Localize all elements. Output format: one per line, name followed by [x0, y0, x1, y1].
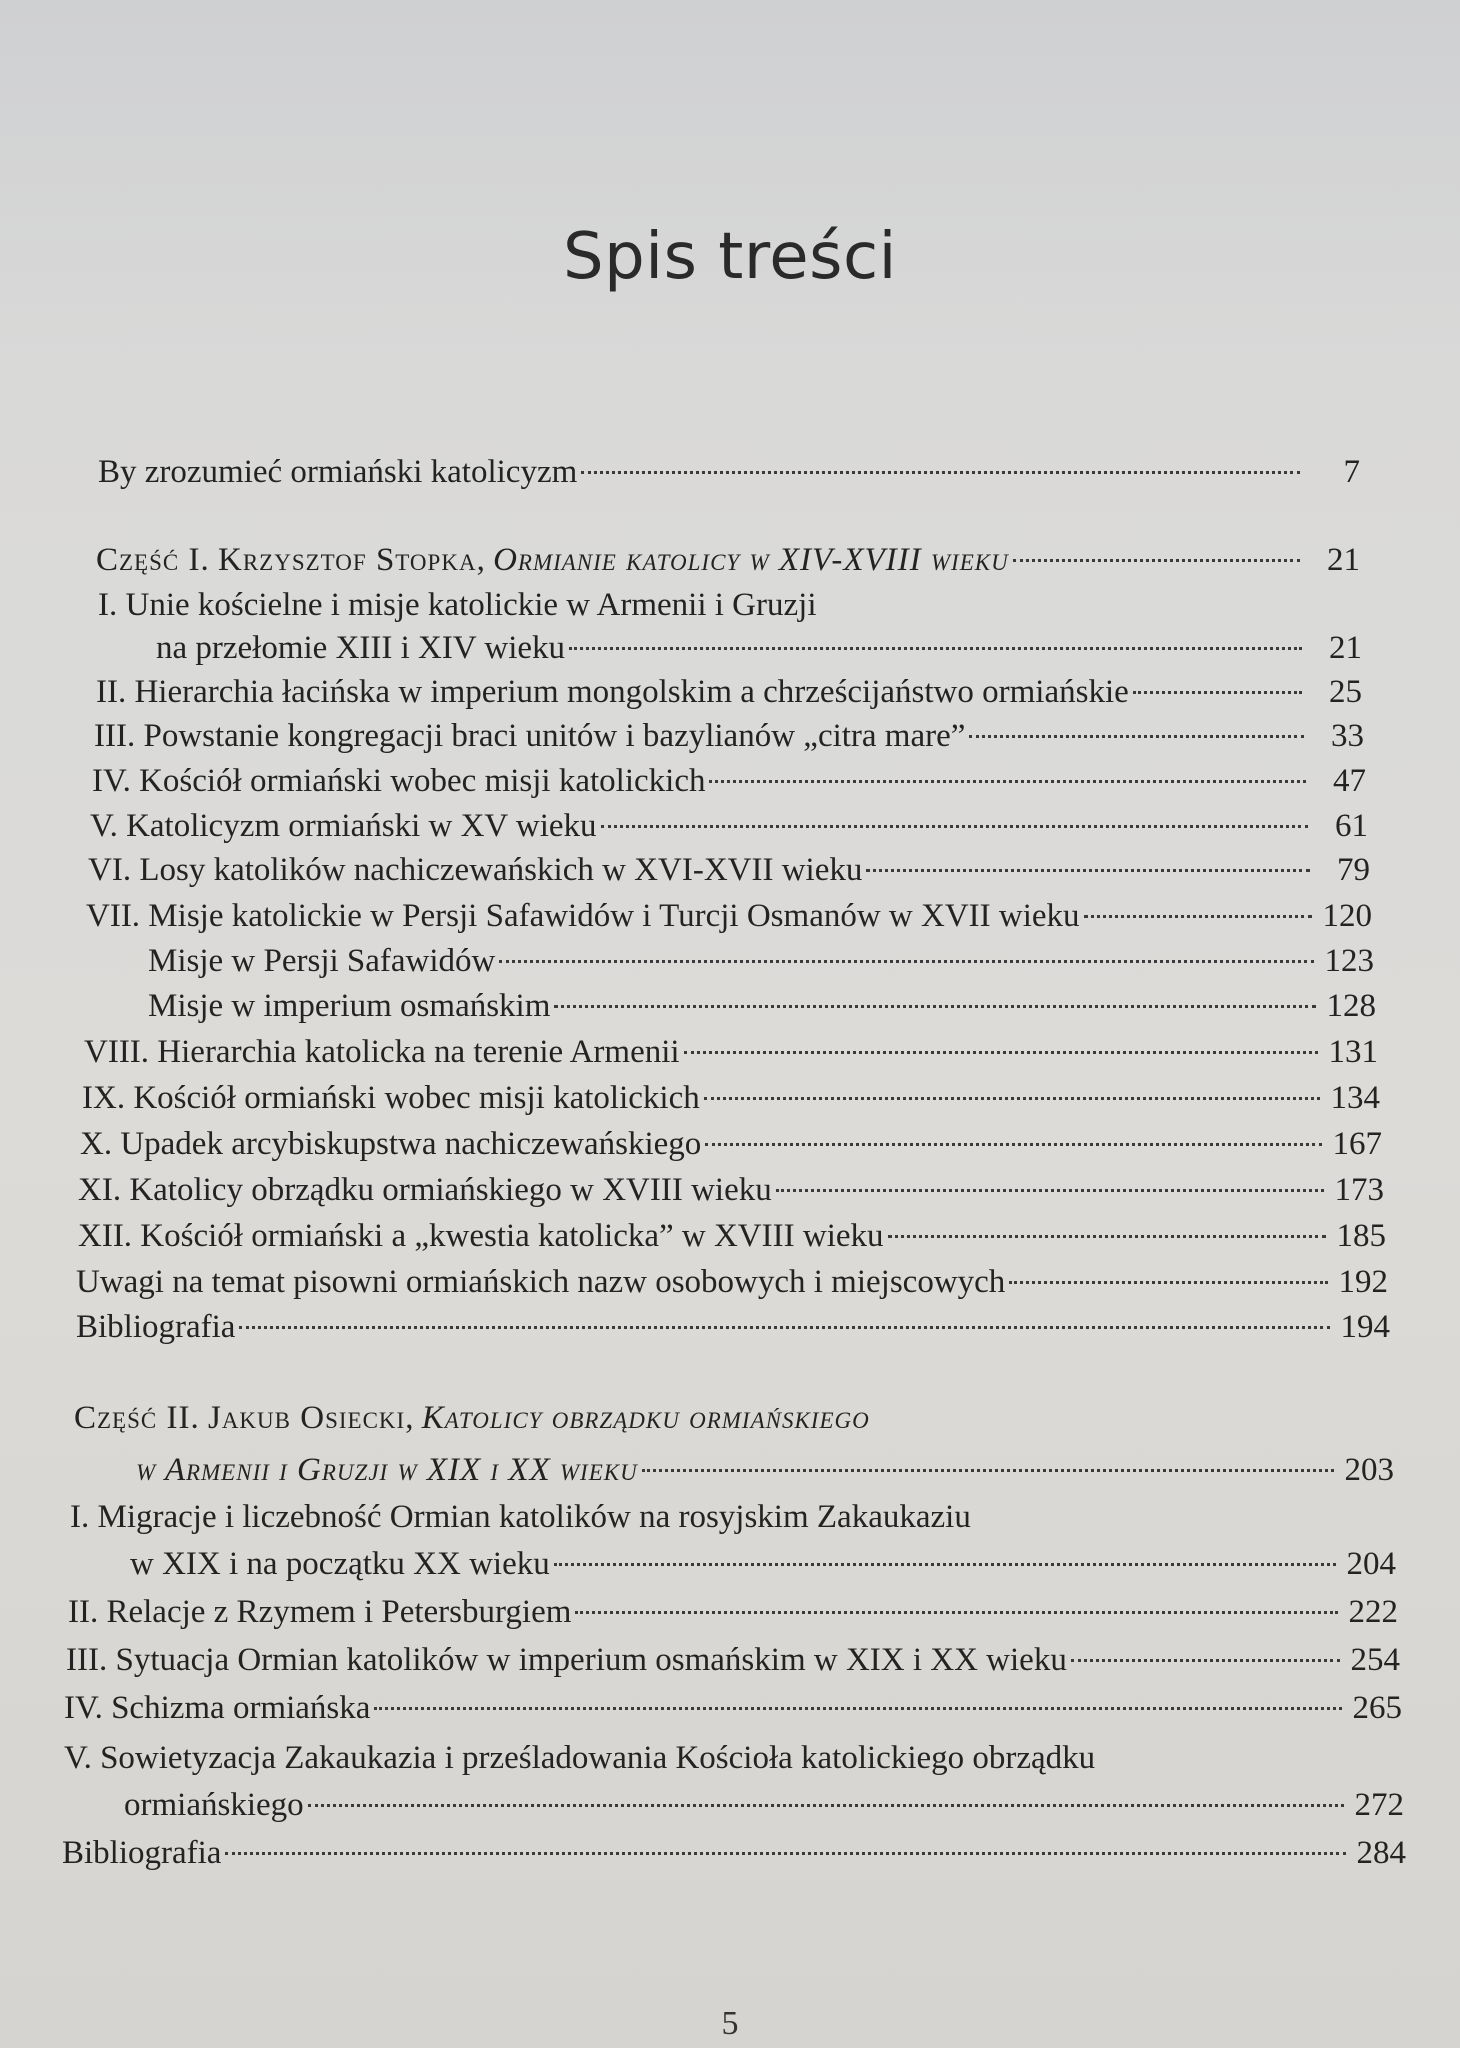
toc-entry-page: 131: [1328, 1034, 1378, 1070]
dot-leader: [776, 1189, 1324, 1192]
toc-entry-label: II. Relacje z Rzymem i Petersburgiem: [68, 1594, 572, 1630]
toc-entry-page: 222: [1348, 1594, 1398, 1630]
toc-entry: [130, 1544, 1396, 1584]
toc-entry-page: 173: [1334, 1172, 1384, 1208]
toc-entry-label: I. Migracje i liczebność Ormian katolików na rosyjskim Zakaukaziu: [70, 1499, 971, 1535]
toc-entry: [78, 1216, 1386, 1256]
toc-entry-label: Bibliografia: [76, 1309, 236, 1345]
toc-entry: [68, 1592, 1398, 1632]
toc-part-heading-1: [96, 540, 1360, 580]
toc-entry-label: Bibliografia: [62, 1835, 222, 1871]
toc-entry: [64, 1688, 1402, 1728]
toc-entry: [124, 1785, 1404, 1825]
toc-entry-sub: [148, 941, 1374, 981]
dot-leader: [1133, 691, 1302, 694]
toc-entry-label: V. Katolicyzm ormiański w XV wieku: [90, 808, 597, 844]
toc-entry-label: VII. Misje katolickie w Persji Safawidów i Turcji Osmanów w XVII wieku: [86, 898, 1080, 934]
toc-entry-page: 61: [1335, 808, 1368, 844]
toc-entry: [76, 1262, 1388, 1302]
dot-leader: [581, 471, 1300, 474]
page-title: Spis treści: [563, 220, 897, 294]
dot-leader: [554, 1005, 1316, 1008]
toc-entry-label: X. Upadek arcybiskupstwa nachiczewańskiego: [80, 1126, 702, 1162]
toc-entry-bibliography: [76, 1307, 1390, 1347]
dot-leader: [704, 1097, 1320, 1100]
toc-entry-label: V. Sowietyzacja Zakaukazia i prześladowania Kościoła katolickiego obrządku: [64, 1740, 1096, 1776]
part-separator: ,: [476, 542, 485, 578]
toc-entry-page: 25: [1329, 674, 1362, 710]
toc-entry-label: Misje w imperium osmańskim: [148, 988, 551, 1024]
toc-entry-page: 21: [1329, 630, 1362, 666]
dot-leader: [308, 1804, 1344, 1807]
part-prefix: Część I.: [96, 542, 210, 578]
page-number: 5: [721, 2005, 739, 2042]
toc-entry-page: 284: [1356, 1835, 1406, 1871]
toc-entry-bibliography: [62, 1833, 1406, 1873]
toc-entry-page: 7: [1343, 454, 1360, 490]
toc-entry: [80, 1124, 1382, 1164]
dot-leader: [642, 1469, 1334, 1472]
part-work-title: Katolicy obrządku ormiańskiego: [421, 1400, 870, 1436]
toc-entry-label: III. Sytuacja Ormian katolików w imperium osmańskim w XIX i XX wieku: [66, 1642, 1067, 1678]
toc-entry: [84, 1032, 1378, 1072]
toc-entry: [78, 1170, 1384, 1210]
toc-entry-sub: [148, 986, 1376, 1026]
toc-entry-page: 204: [1346, 1546, 1396, 1582]
toc-part-heading-2-continued: [136, 1450, 1394, 1490]
part-work-title-continued: w Armenii i Gruzji w XIX i XX wieku: [136, 1452, 638, 1488]
toc-entry-label: II. Hierarchia łacińska w imperium mongolskim a chrześcijaństwo ormiańskie: [96, 674, 1129, 710]
toc-entry-page: 134: [1330, 1080, 1380, 1116]
dot-leader: [1009, 1281, 1328, 1284]
toc-entry-page: 123: [1324, 943, 1374, 979]
part-prefix: Część II.: [74, 1400, 200, 1436]
dot-leader: [866, 869, 1310, 872]
dot-leader: [1071, 1659, 1340, 1662]
dot-leader: [705, 1143, 1322, 1146]
toc-entry: [96, 672, 1362, 712]
toc-entry-page: 194: [1340, 1309, 1390, 1345]
toc-part-heading-2: [74, 1398, 870, 1438]
toc-entry-page: 185: [1336, 1218, 1386, 1254]
toc-entry: [86, 896, 1372, 936]
toc-entry-page: 203: [1344, 1452, 1394, 1488]
toc-entry-page: 254: [1350, 1642, 1400, 1678]
dot-leader: [684, 1051, 1318, 1054]
toc-entry-label-continued: ormiańskiego: [124, 1787, 304, 1823]
part-author: Jakub Osiecki: [207, 1400, 406, 1436]
toc-entry: [88, 850, 1370, 890]
part-author: Krzysztof Stopka: [217, 542, 477, 578]
dot-leader: [499, 960, 1314, 963]
toc-entry-label-continued: na przełomie XIII i XIV wieku: [156, 630, 566, 666]
toc-entry-page: 167: [1332, 1126, 1382, 1162]
toc-entry-label: IV. Kościół ormiański wobec misji katolickich: [92, 763, 706, 799]
toc-entry: [94, 716, 1364, 756]
toc-entry-label: III. Powstanie kongregacji braci unitów i bazylianów „citra mare”: [94, 718, 966, 754]
dot-leader: [1084, 915, 1312, 918]
toc-entry-label: XII. Kościół ormiański a „kwestia katolicka” w XVIII wieku: [78, 1218, 884, 1254]
dot-leader: [569, 647, 1302, 650]
toc-entry: [66, 1640, 1400, 1680]
toc-entry-label: Uwagi na temat pisowni ormiańskich nazw osobowych i miejscowych: [76, 1264, 1006, 1300]
toc-entry-page: 265: [1352, 1690, 1402, 1726]
toc-entry-label: VIII. Hierarchia katolicka na terenie Armenii: [84, 1034, 680, 1070]
dot-leader: [374, 1707, 1342, 1710]
dot-leader: [225, 1852, 1346, 1855]
toc-entry: [92, 761, 1366, 801]
toc-entry-label: Misje w Persji Safawidów: [148, 943, 496, 979]
toc-entry-label: IX. Kościół ormiański wobec misji katolickich: [82, 1080, 700, 1116]
toc-entry-label: XI. Katolicy obrządku ormiańskiego w XVIII wieku: [78, 1172, 772, 1208]
dot-leader: [554, 1563, 1336, 1566]
toc-entry-label: IV. Schizma ormiańska: [64, 1690, 371, 1726]
toc-entry-label: By zrozumieć ormiański katolicyzm: [98, 454, 578, 490]
toc-entry-page: 120: [1322, 898, 1372, 934]
dot-leader: [1013, 559, 1300, 562]
toc-entry-page: 128: [1326, 988, 1376, 1024]
toc-entry: [82, 1078, 1380, 1118]
dot-leader: [969, 735, 1304, 738]
dot-leader: [888, 1235, 1326, 1238]
toc-entry-page: 33: [1331, 718, 1364, 754]
dot-leader: [601, 825, 1308, 828]
toc-entry-label-continued: w XIX i na początku XX wieku: [130, 1546, 550, 1582]
toc-entry-intro: [98, 452, 1360, 492]
toc-entry-page: 79: [1337, 852, 1370, 888]
toc-entry-page: 192: [1338, 1264, 1388, 1300]
dot-leader: [239, 1326, 1330, 1329]
toc-entry-label: I. Unie kościelne i misje katolickie w Armenii i Gruzji: [98, 587, 817, 623]
toc-entry-page: 272: [1354, 1787, 1404, 1823]
part-work-title: Ormianie katolicy w XIV-XVIII wieku: [493, 542, 1009, 578]
toc-entry-label: VI. Losy katolików nachiczewańskich w XVI-XVII wieku: [88, 852, 863, 888]
toc-entry-page: 21: [1327, 542, 1360, 578]
part-separator: ,: [405, 1400, 414, 1436]
dot-leader: [575, 1611, 1338, 1614]
toc-entry: [156, 628, 1362, 668]
toc-entry-page: 47: [1333, 763, 1366, 799]
dot-leader: [709, 780, 1306, 783]
toc-entry: [90, 806, 1368, 846]
